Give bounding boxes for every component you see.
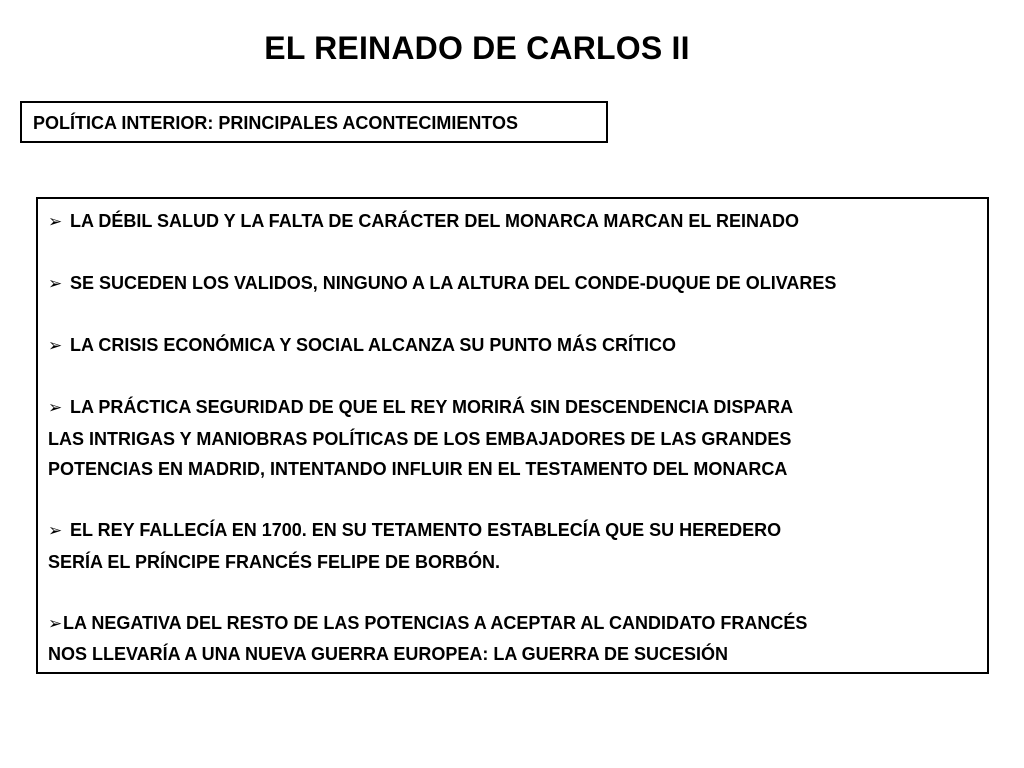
bullet-item xyxy=(48,206,987,238)
bullet-text: EL REY FALLECÍA EN 1700. EN SU TETAMENTO ESTABLECÍA QUE SU HEREDERO xyxy=(70,520,782,540)
bullet-text: LA CRISIS ECONÓMICA Y SOCIAL ALCANZA SU PUNTO MÁS CRÍTICO xyxy=(70,335,677,355)
arrow-bullet-icon: ➢ xyxy=(48,613,63,633)
bullet-text: LA NEGATIVA DEL RESTO DE LAS POTENCIAS A ACEPTAR AL CANDIDATO FRANCÉS xyxy=(63,612,808,633)
bullet-item xyxy=(48,330,987,362)
arrow-bullet-icon: ➢ xyxy=(48,212,63,231)
slide-title: EL REINADO DE CARLOS II xyxy=(264,30,690,66)
arrow-bullet-icon: ➢ xyxy=(48,398,63,417)
bullet-item xyxy=(48,268,987,300)
section-heading: POLÍTICA INTERIOR: PRINCIPALES ACONTECIMIENTOS xyxy=(33,113,519,133)
bullet-text-continuation: LAS INTRIGAS Y MANIOBRAS POLÍTICAS DE LOS EMBAJADORES DE LAS GRANDES xyxy=(48,428,792,449)
bullet-item xyxy=(48,392,987,485)
bullet-text: LA PRÁCTICA SEGURIDAD DE QUE EL REY MORIRÁ SIN DESCENDENCIA DISPARA xyxy=(70,397,794,417)
bullet-text: LA DÉBIL SALUD Y LA FALTA DE CARÁCTER DEL MONARCA MARCAN EL REINADO xyxy=(70,211,800,231)
bullet-text-continuation: NOS LLEVARÍA A UNA NUEVA GUERRA EUROPEA: LA GUERRA DE SUCESIÓN xyxy=(48,644,729,664)
bullet-item xyxy=(48,515,987,577)
bullet-item xyxy=(48,608,987,670)
arrow-bullet-icon: ➢ xyxy=(48,336,63,355)
arrow-bullet-icon: ➢ xyxy=(48,274,63,293)
arrow-bullet-icon: ➢ xyxy=(48,521,63,540)
bullet-text-continuation: SERÍA EL PRÍNCIPE FRANCÉS FELIPE DE BORBÓN. xyxy=(48,551,501,572)
bullet-text: SE SUCEDEN LOS VALIDOS, NINGUNO A LA ALTURA DEL CONDE-DUQUE DE OLIVARES xyxy=(70,273,837,293)
bullet-text-continuation: POTENCIAS EN MADRID, INTENTANDO INFLUIR EN EL TESTAMENTO DEL MONARCA xyxy=(48,459,788,479)
section-heading-box xyxy=(20,101,608,143)
content-box xyxy=(36,197,989,674)
